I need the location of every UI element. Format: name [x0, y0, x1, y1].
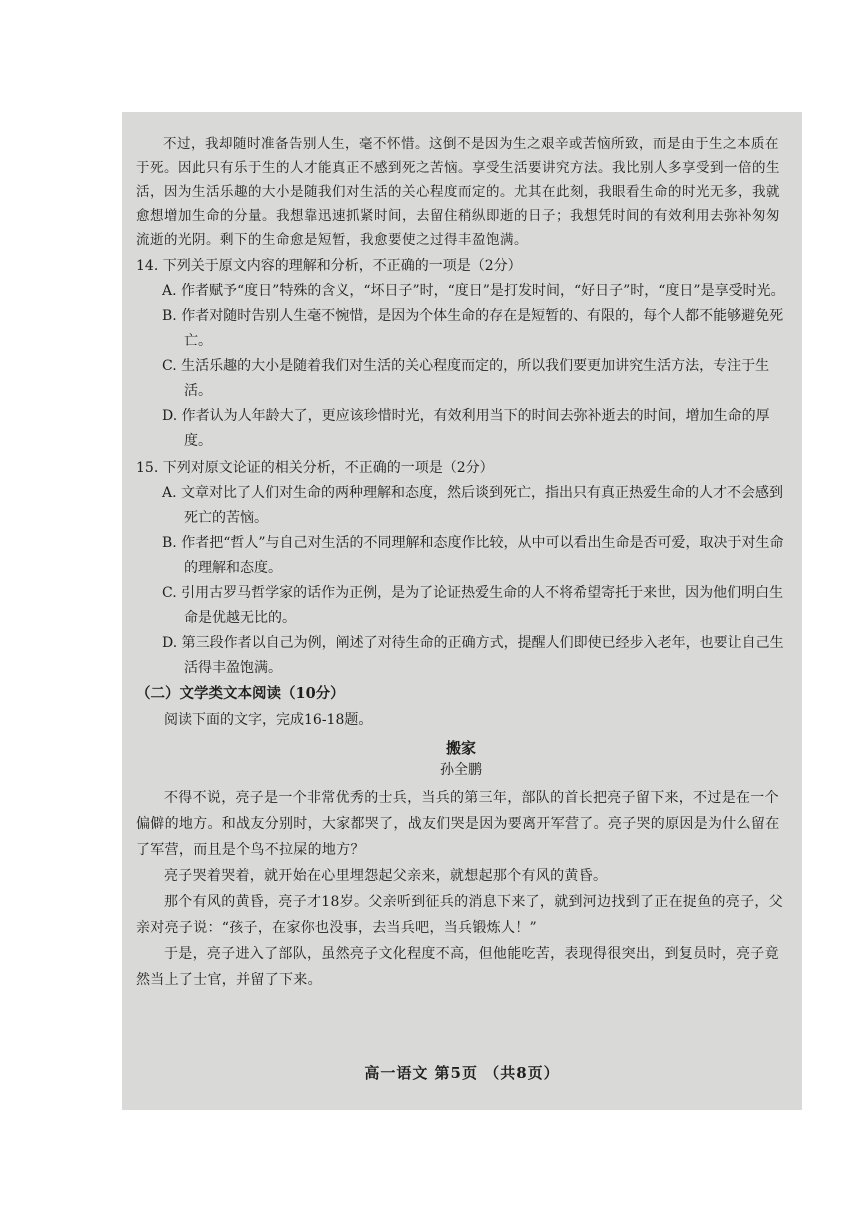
section-instruction: 阅读下面的文字，完成16-18题。: [164, 712, 373, 728]
question-14: [136, 254, 786, 454]
option-a: A. 作者赋予“度日”特殊的含义，“坏日子”时，“度日”是打发时间，“好日子”时，“度日”是享受时光。: [162, 283, 785, 299]
page-content: [136, 132, 786, 993]
option-a: A. 文章对比了人们对生命的两种理解和态度，然后谈到死亡，指出只有真正热爱生命的人才不会感到死亡的苦恼。: [162, 485, 784, 526]
story-paragraph: 于是，亮子进入了部队，虽然亮子文化程度不高，但他能吃苦，表现得很突出，到复员时，亮子竟然当上了士官，并留了下来。: [136, 946, 779, 988]
passage-paragraph: 不过，我却随时准备告别人生，毫不怀惜。这倒不是因为生之艰辛或苦恼所致，而是由于生之本质在于死。因此只有乐于生的人才能真正不感到死之苦恼。享受生活要讲究方法。我比别人多享受到一倍的生活，因为生活乐趣的大小是随我们对生活的关心程度而定的。尤其在此刻，我眼看生命的时光无多，我就愈想增加生命的分量。我想靠迅速抓紧时间，去留住稍纵即逝的日子；我想凭时间的有效利用去弥补匆匆流逝的光阴。剩下的生命愈是短暂，我愈要使之过得丰盈饱满。: [136, 136, 780, 248]
story-paragraph: 不得不说，亮子是一个非常优秀的士兵，当兵的第三年，部队的首长把亮子留下来，不过是在一个偏僻的地方。和战友分别时，大家都哭了，战友们哭是因为要离开军营了。亮子哭的原因是为什么留在了军营，而且是个鸟不拉屎的地方？: [136, 790, 780, 858]
page-footer: 高一语文 第5页 （共8页）: [364, 1064, 560, 1082]
scanned-page: [122, 112, 802, 1110]
option-c: C. 引用古罗马哲学家的话作为正例，是为了论证热爱生命的人不将希望寄托于来世，因为他们明白生命是优越无比的。: [162, 585, 784, 626]
story-title: 搬家: [445, 739, 476, 757]
question-stem: 14. 下列关于原文内容的理解和分析，不正确的一项是（2分）: [136, 258, 522, 274]
question-15: [136, 456, 786, 681]
story-paragraph: 亮子哭着哭着，就开始在心里埋怨起父亲来，就想起那个有风的黄昏。: [164, 868, 608, 884]
section-heading: （二）文学类文本阅读（10分）: [136, 685, 345, 702]
option-b: B. 作者把“哲人”与自己对生活的不同理解和态度作比较，从中可以看出生命是否可爱，取决于对生命的理解和态度。: [162, 535, 784, 576]
option-d: D. 第三段作者以自己为例，阐述了对待生命的正确方式，提醒人们即使已经步入老年，也要让自己生活得丰盈饱满。: [162, 635, 784, 676]
story-paragraph: 那个有风的黄昏，亮子才18岁。父亲听到征兵的消息下来了，就到河边找到了正在捉鱼的亮子，父亲对亮子说：“孩子，在家你也没事，去当兵吧，当兵锻炼人！”: [136, 894, 784, 936]
question-stem: 15. 下列对原文论证的相关分析，不正确的一项是（2分）: [136, 460, 494, 476]
option-b: B. 作者对随时告别人生毫不惋惜，是因为个体生命的存在是短暂的、有限的，每个人都不能够避免死亡。: [162, 308, 784, 349]
story-author: 孙全鹏: [440, 762, 482, 778]
option-c: C. 生活乐趣的大小是随着我们对生活的关心程度而定的，所以我们要更加讲究生活方法，专注于生活。: [162, 358, 770, 399]
option-d: D. 作者认为人年龄大了，更应该珍惜时光，有效利用当下的时间去弥补逝去的时间，增加生命的厚度。: [162, 408, 770, 449]
